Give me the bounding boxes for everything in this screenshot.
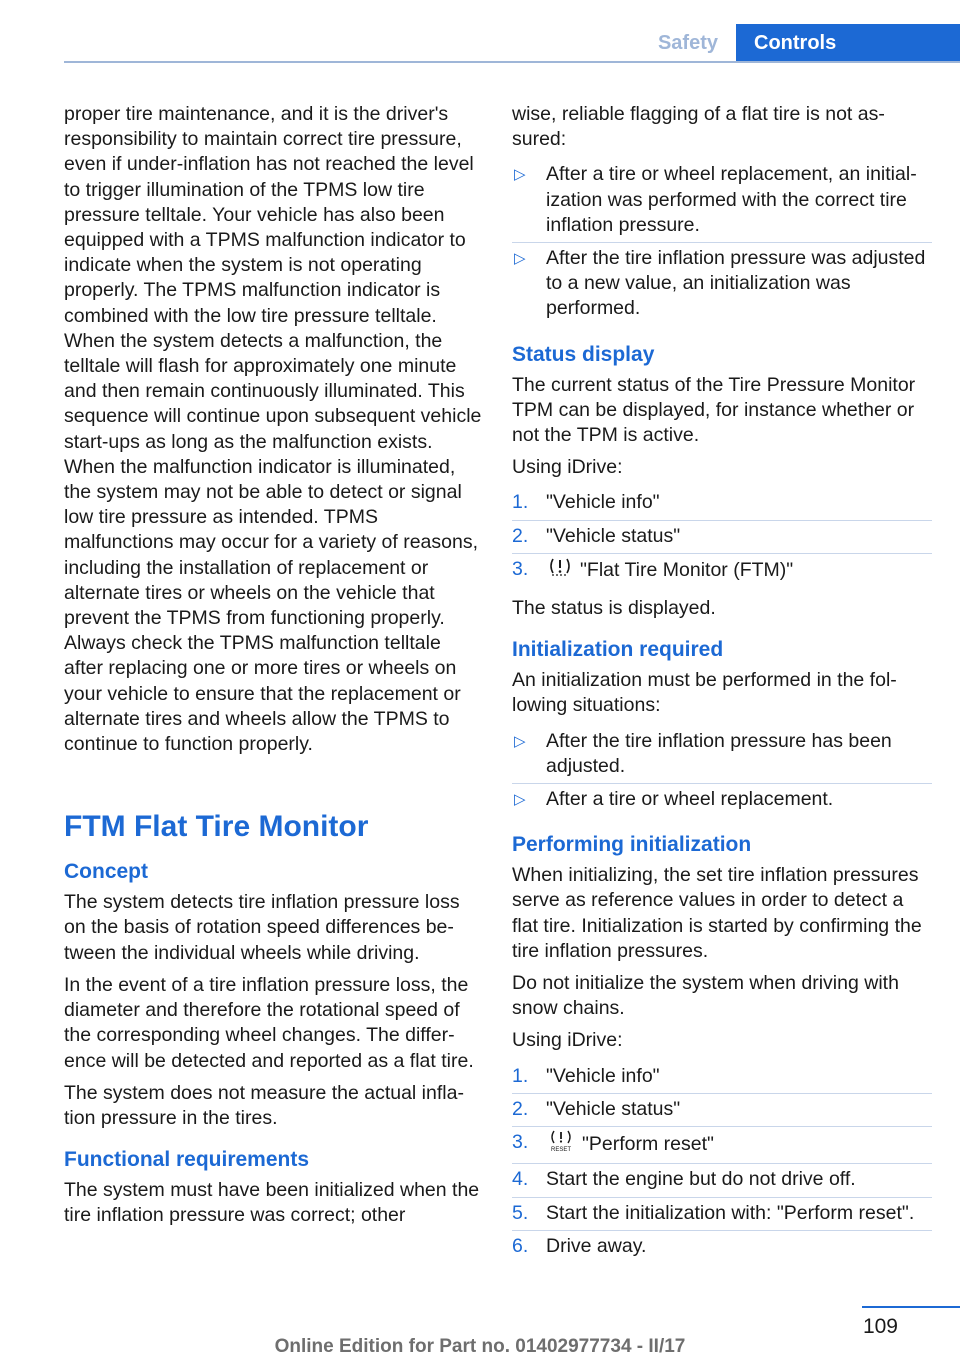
heading-initialization-required: Initialization required [512, 638, 724, 662]
tpms-paragraph: proper tire maintenance, and it is the driver's responsibility to maintain correct tire pressure, even if under-inflation has not reached the level to trigger illumination of the TPMS low tire pressure telltale. Your vehicle has also been equipped with a TPMS malfunction indicator to indicate when the system is not operating properly. The TPMS malfunction indicator is combined with the low tire pressure telltale. When the system detects a malfunction, the telltale will flash for approximately one minute and then remain continuously illuminated. This sequence will continue upon subsequent vehicle start-ups as long as the malfunction exists. When the malfunction indicator is illuminated, the system may not be able to detect or signal low tire pressure as intended. TPMS malfunctions may occur for a variety of reasons, including the installation of replacement or alternate tires or wheels on the vehicle that prevent the TPMS from functioning properly. Always check the TPMS malfunction telltale after replacing one or more tires or wheels on your vehicle to ensure that the replacement or alternate tires and wheels allow the TPMS to continue to function properly. [64, 103, 482, 756]
header-divider [64, 61, 960, 63]
status-paragraph: The current status of the Tire Pressure Monitor TPM can be displayed, for instance whether or not the TPM is active. [512, 373, 916, 447]
list-item: 3. "Flat Tire Monitor (FTM)" [512, 553, 932, 588]
list-item: 6. Drive away. [512, 1230, 932, 1263]
triangle-bullet-icon: ▷ [514, 250, 526, 268]
list-item: 1. "Vehicle info" [512, 491, 660, 514]
triangle-bullet-icon: ▷ [514, 732, 526, 750]
heading-status-display: Status display [512, 342, 655, 366]
requirements-list [512, 159, 932, 325]
flat-tire-warning-icon [548, 557, 572, 584]
svg-text:RESET: RESET [550, 1147, 572, 1153]
section-title-ftm: FTM Flat Tire Monitor [64, 810, 369, 844]
list-item: ▷ After the tire inflation pressure was adjusted to a new value, an initialization was performed. [512, 242, 932, 326]
perform-using-idrive: Using iDrive: [512, 1029, 623, 1052]
tire-reset-icon [548, 1130, 574, 1159]
section-tabs [640, 24, 960, 62]
perform-paragraph-2: Do not initialize the system when driving with snow chains. [512, 972, 899, 1020]
concept-paragraph-1: The system detects tire inflation pressure loss on the basis of rotation speed differences between the individual wheels while driving. [64, 891, 460, 964]
status-using-idrive: Using iDrive: [512, 456, 623, 479]
heading-performing-initialization: Performing initialization [512, 833, 752, 857]
list-item: 4. Start the engine but do not drive off. [512, 1163, 932, 1196]
situations-list [512, 726, 932, 817]
triangle-bullet-icon: ▷ [514, 166, 526, 184]
functional-paragraph: The system must have been initialized when the tire inflation pressure was correct; other [64, 1179, 480, 1227]
right-column [512, 102, 932, 1271]
init-required-paragraph: An initialization must be performed in the following situations: [512, 669, 897, 717]
list-item: ▷ After a tire or wheel replacement, an initialization was performed with the correct tire inflation pressure. [514, 163, 917, 236]
perform-steps [512, 1061, 932, 1263]
footer-divider [862, 1306, 960, 1308]
tab-safety[interactable]: Safety [640, 24, 736, 62]
heading-functional-requirements: Functional requirements [64, 1148, 310, 1172]
tab-controls[interactable]: Controls [736, 24, 960, 62]
page-number: 109 [862, 1315, 898, 1338]
triangle-bullet-icon: ▷ [514, 791, 526, 809]
left-column [64, 102, 482, 1236]
list-item: 3. RESET "Perform reset" [512, 1126, 932, 1163]
status-steps [512, 487, 932, 588]
list-item: ▷ After the tire inflation pressure has been adjusted. [514, 729, 892, 777]
edition-footer: Online Edition for Part no. 01402977734 - II/17 [274, 1336, 686, 1357]
list-item: 5. Start the initialization with: "Perform reset". [512, 1197, 932, 1230]
list-item: 2. "Vehicle status" [512, 520, 932, 553]
status-displayed-text: The status is displayed. [512, 597, 716, 620]
concept-paragraph-2: In the event of a tire inflation pressure loss, the diameter and therefore the rotational speed of the corresponding wheel changes. The difference will be detected and reported as a flat tire. [64, 973, 474, 1072]
list-item: 2. "Vehicle status" [512, 1093, 932, 1126]
list-item: 1. "Vehicle info" [512, 1064, 660, 1087]
continued-paragraph: wise, reliable flagging of a flat tire is not assured: [512, 103, 885, 151]
heading-concept: Concept [64, 860, 148, 884]
perform-paragraph-1: When initializing, the set tire inflation pressures serve as reference values in order to detect a flat tire. Initialization is started by confirming the tire inflation pressures. [512, 864, 922, 962]
list-item: ▷ After a tire or wheel replacement. [512, 783, 932, 816]
concept-paragraph-3: The system does not measure the actual inflation pressure in the tires. [64, 1081, 464, 1129]
